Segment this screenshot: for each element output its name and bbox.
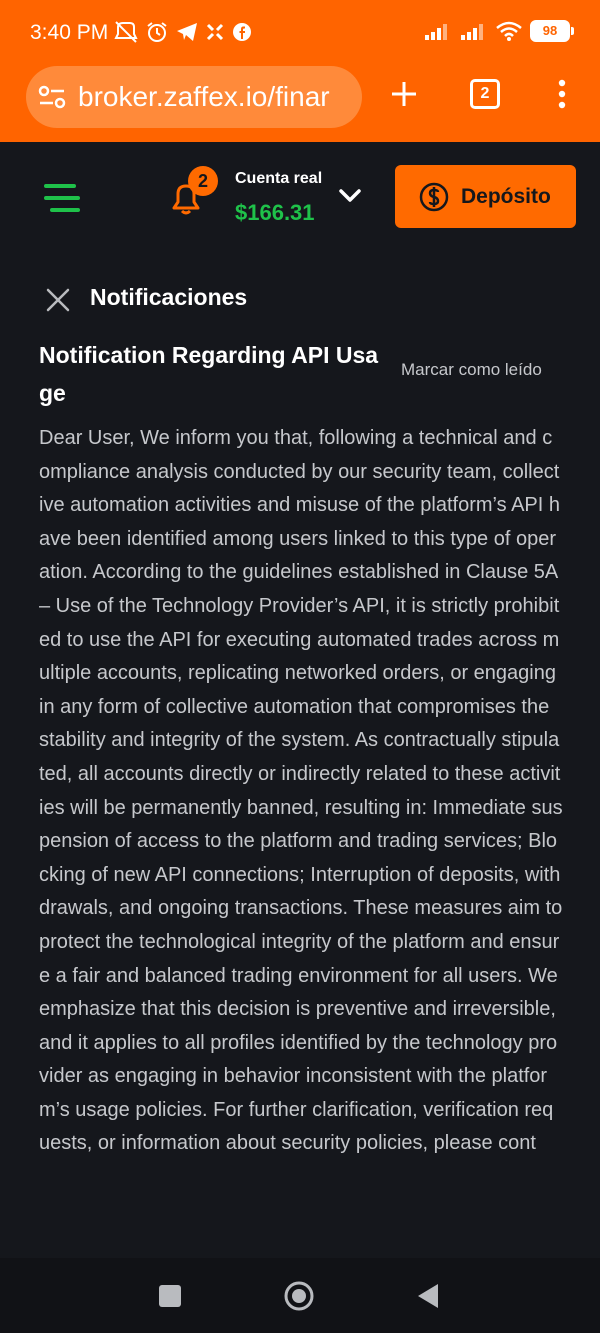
chevron-down-icon[interactable]	[336, 182, 364, 210]
telegram-icon	[176, 22, 198, 42]
browser-toolbar	[0, 64, 600, 142]
wifi-icon	[496, 21, 522, 41]
hamburger-menu-icon[interactable]	[38, 180, 82, 216]
battery-indicator: 98	[530, 20, 570, 42]
notification-body: Dear User, We inform you that, following a technical and compliance analysis conducted by our security team, collective automation activities and misuse of the platform’s API have been identified among users linked to this type of operation. According to the guidelines established in Clause 5A – Use of the Technology Provider’s API, it is strictly prohibited to use the API for executing automated trades across multiple accounts, replicating networked orders, or engaging in any form of collective automation that compromises the stability and integrity of the system. As contractually stipulated, all accounts directly or indirectly related to these activities will be permanently banned, resulting in: Immediate suspension of access to the platform and trading services; Blocking of new API connections; Interruption of deposits, withdrawals, and ongoing transactions. These measures aim to protect the technological integrity of the platform and ensure a fair and balanced trading environment for all users. We emphasize that this decision is preventive and irreversible, and it applies to all profiles identified by the technology provider as engaging in behavior inconsistent with the platform’s usage policies. For further clarification, verification requests, or information about security policies, please cont	[39, 427, 563, 1155]
signal-icon	[460, 22, 488, 40]
app-header	[0, 142, 600, 254]
notification-title: Notification Regarding API Usage	[39, 342, 379, 406]
expand-icon	[206, 23, 224, 41]
dollar-circle-icon	[419, 182, 449, 212]
status-left-icons	[114, 21, 252, 43]
panel-title: Notificaciones	[90, 284, 248, 310]
deposit-label: Depósito	[461, 184, 551, 208]
deposit-button[interactable]	[395, 165, 576, 228]
url-bar[interactable]	[26, 66, 362, 128]
mark-as-read-link[interactable]: Marcar como leído	[401, 360, 542, 379]
new-tab-button[interactable]	[382, 72, 426, 116]
home-icon[interactable]	[283, 1280, 315, 1312]
plus-icon	[390, 80, 418, 108]
account-balance[interactable]: $166.31	[235, 200, 315, 225]
status-right-icons	[424, 20, 570, 42]
system-nav-bar	[0, 1258, 600, 1333]
facebook-icon	[232, 22, 252, 42]
notifications-panel-header	[0, 270, 600, 326]
tab-count: 2	[470, 79, 500, 109]
notification-count-badge: 2	[188, 166, 218, 196]
status-time: 3:40 PM	[30, 21, 109, 44]
alarm-icon	[146, 21, 168, 43]
close-icon[interactable]	[42, 284, 74, 316]
account-type-label[interactable]: Cuenta real	[235, 170, 323, 187]
site-settings-icon[interactable]	[38, 85, 66, 109]
browser-menu-button[interactable]	[540, 72, 584, 116]
url-text[interactable]: broker.zaffex.io/finar	[78, 81, 330, 112]
recents-icon[interactable]	[154, 1280, 186, 1312]
signal-icon	[424, 22, 452, 40]
muted-icon	[114, 21, 138, 43]
back-icon[interactable]	[412, 1280, 444, 1312]
tab-switcher-button[interactable]	[463, 72, 507, 116]
more-vert-icon	[557, 79, 567, 109]
status-bar	[0, 0, 600, 64]
